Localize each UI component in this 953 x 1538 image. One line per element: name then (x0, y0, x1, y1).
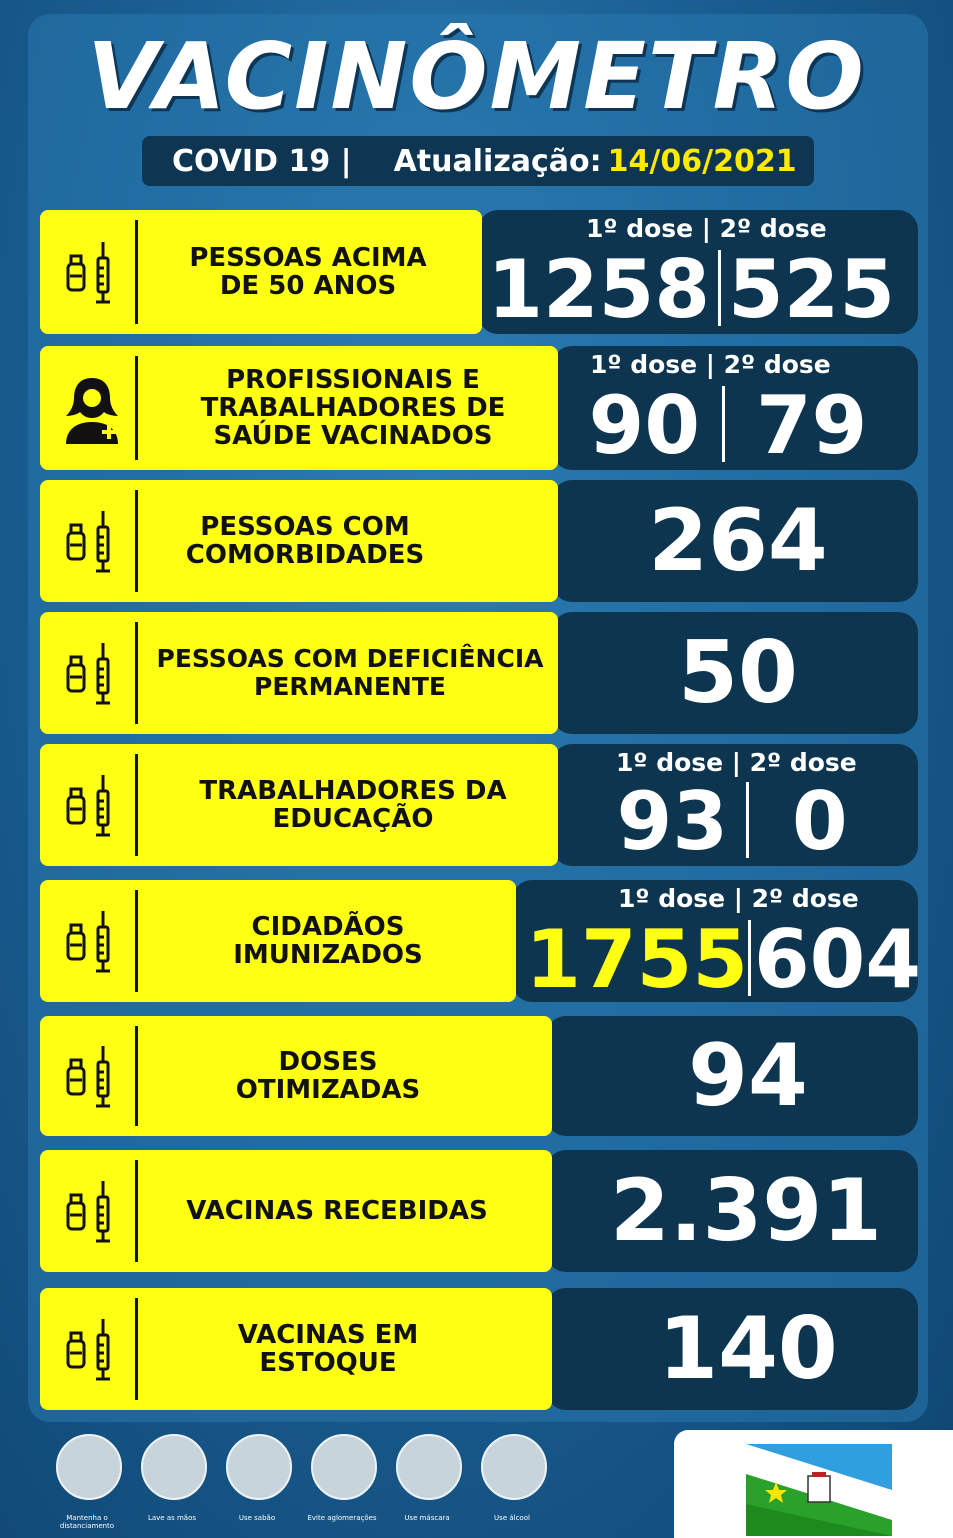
prevention-label: Evite aglomerações (307, 1514, 377, 1522)
soap-icon (226, 1434, 292, 1500)
stat-row-education (40, 744, 918, 866)
prevention-label: Mantenha o distanciamento (59, 1514, 115, 1530)
update-label: Atualização: (393, 143, 602, 179)
dose-separator (748, 920, 751, 996)
stat-row-vaccines-stock (40, 1288, 918, 1410)
stat-row-optimized-doses (40, 1016, 918, 1136)
row-divider (135, 356, 138, 460)
prevention-label: Use sabão (238, 1514, 276, 1522)
stat-row-disability (40, 612, 918, 734)
covid-label: COVID 19 | (172, 143, 352, 179)
dose-header: 1º dose | 2º dose (586, 214, 827, 243)
flag-panel (674, 1430, 953, 1538)
vaccine-syringe-icon (52, 765, 132, 845)
row-divider (135, 622, 138, 724)
row-divider (135, 754, 138, 856)
vaccine-syringe-icon (52, 501, 132, 581)
row-label: PESSOAS COM COMORBIDADES (185, 512, 425, 570)
dose-separator (746, 782, 749, 858)
row-value: 2.391 (609, 1161, 883, 1261)
stat-row-comorbidities (40, 480, 918, 602)
vaccine-syringe-icon (52, 1309, 132, 1389)
dose2-value: 79 (756, 379, 868, 472)
row-label: VACINAS EM ESTOQUE (237, 1320, 419, 1378)
dose-separator (722, 386, 725, 462)
dose2-value: 604 (754, 913, 921, 1006)
vaccine-syringe-icon (52, 1036, 132, 1116)
update-bar (142, 136, 814, 186)
dose2-value: 525 (728, 243, 895, 336)
row-divider (135, 1160, 138, 1262)
dose1-value: 1755 (525, 913, 748, 1006)
row-label: PROFISSIONAIS E TRABALHADORES DE SAÚDE VACINADOS (200, 365, 506, 451)
prevention-label: Use máscara (404, 1514, 450, 1522)
health-worker-icon (52, 368, 132, 448)
dose1-value: 90 (588, 379, 700, 472)
row-value: 50 (678, 623, 798, 723)
row-divider (135, 1026, 138, 1126)
dose-header: 1º dose | 2º dose (616, 748, 857, 777)
row-value: 140 (658, 1299, 838, 1399)
row-label: DOSES OTIMIZADAS (235, 1047, 421, 1105)
crowd-icon (311, 1434, 377, 1500)
dose-header: 1º dose | 2º dose (618, 884, 859, 913)
dose-separator (718, 250, 721, 326)
dose-header: 1º dose | 2º dose (590, 350, 831, 379)
row-value: 94 (688, 1026, 808, 1126)
stat-row-health-workers (40, 346, 918, 470)
row-divider (135, 890, 138, 992)
vaccine-syringe-icon (52, 1171, 132, 1251)
row-divider (135, 220, 138, 324)
vaccine-syringe-icon (52, 901, 132, 981)
update-date: 14/06/2021 (607, 143, 797, 179)
row-divider (135, 1298, 138, 1400)
row-label: TRABALHADORES DA EDUCAÇÃO (199, 776, 507, 834)
row-label: PESSOAS ACIMA DE 50 ANOS (189, 243, 427, 301)
vaccine-syringe-icon (52, 633, 132, 713)
footer (0, 1422, 953, 1538)
row-label: CIDADÃOS IMUNIZADOS (233, 912, 423, 970)
vaccine-syringe-icon (52, 232, 132, 312)
stat-row-vaccines-received (40, 1150, 918, 1272)
prevention-label: Lave as mãos (147, 1514, 197, 1522)
dose1-value: 1258 (487, 243, 710, 336)
municipal-flag-icon (746, 1444, 892, 1536)
stat-row-immunized (40, 880, 921, 1006)
hand-wash-icon (141, 1434, 207, 1500)
sanitizer-spray-icon (481, 1434, 547, 1500)
row-divider (135, 490, 138, 592)
row-label: PESSOAS COM DEFICIÊNCIA PERMANENTE (156, 644, 544, 701)
handshake-icon (56, 1434, 122, 1500)
stat-row-over-50 (40, 210, 918, 334)
page-title: VACINÔMETRO (87, 23, 866, 130)
mask-icon (396, 1434, 462, 1500)
row-label: VACINAS RECEBIDAS (186, 1196, 488, 1226)
prevention-label: Use álcool (494, 1514, 530, 1522)
dose2-value: 0 (792, 775, 848, 868)
dose1-value: 93 (616, 775, 728, 868)
row-value: 264 (648, 491, 828, 591)
